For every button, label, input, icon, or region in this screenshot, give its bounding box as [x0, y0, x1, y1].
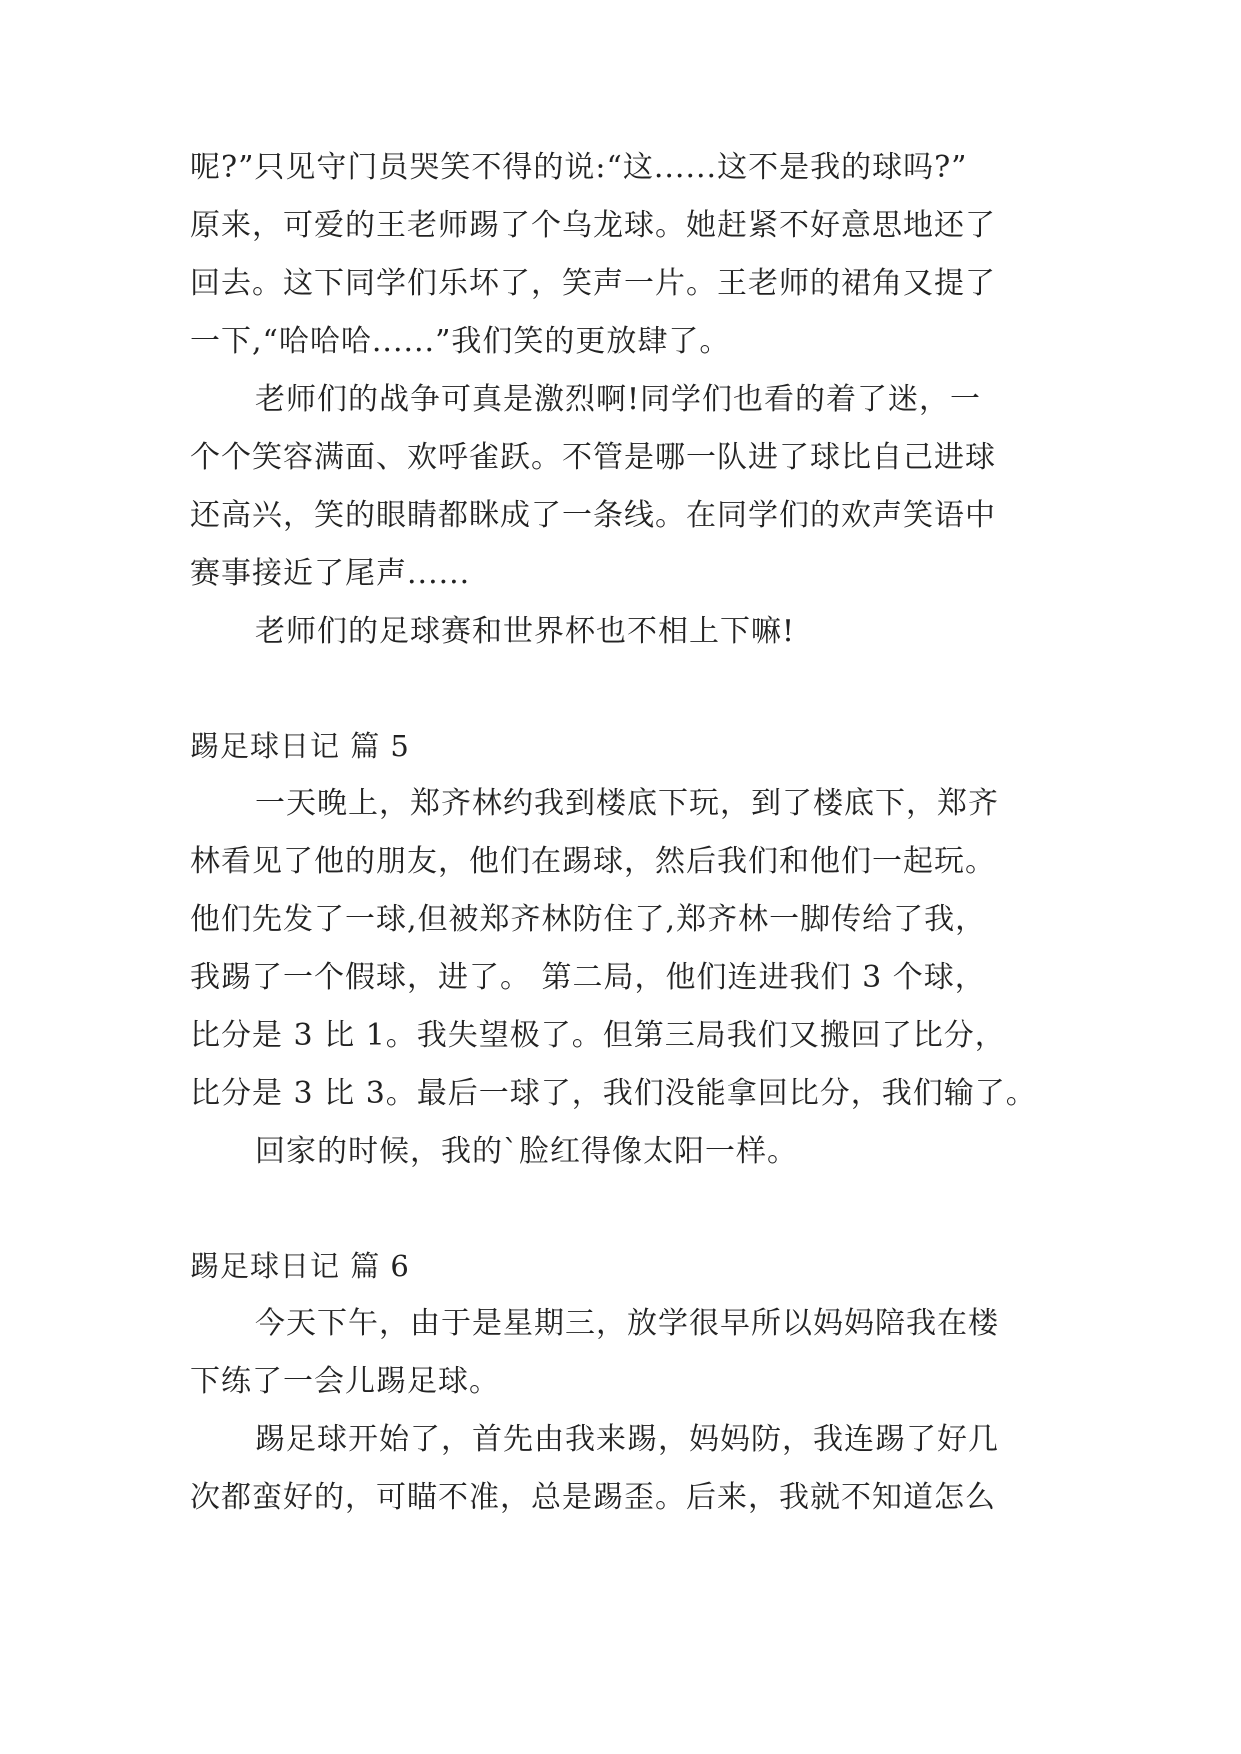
text-line: 老师们的足球赛和世界杯也不相上下嘛! — [255, 614, 796, 649]
text-line: 林看见了他的朋友，他们在踢球，然后我们和他们一起玩。 — [190, 844, 996, 879]
text-line: 老师们的战争可真是激烈啊!同学们也看的着了迷，一 — [255, 382, 982, 417]
section-heading: 踢足球日记 篇 6 — [190, 1249, 410, 1283]
text-line: 我踢了一个假球，进了。 第二局，他们连进我们 3 个球， — [190, 960, 986, 995]
text-line: 比分是 3 比 1。我失望极了。但第三局我们又搬回了比分， — [190, 1018, 1006, 1053]
text-line: 下练了一会儿踢足球。 — [190, 1364, 500, 1399]
text-line: 一下,“哈哈哈......”我们笑的更放肆了。 — [190, 324, 731, 359]
text-line: 回去。这下同学们乐坏了，笑声一片。王老师的裙角又提了 — [190, 266, 996, 301]
text-line: 一天晚上，郑齐林约我到楼底下玩，到了楼底下，郑齐 — [255, 786, 999, 821]
text-line: 回家的时候，我的`脸红得像太阳一样。 — [255, 1134, 798, 1169]
text-line: 赛事接近了尾声...... — [190, 556, 471, 591]
text-line: 次都蛮好的，可瞄不准，总是踢歪。后来，我就不知道怎么 — [190, 1480, 996, 1515]
text-line: 原来，可爱的王老师踢了个乌龙球。她赶紧不好意思地还了 — [190, 208, 996, 243]
text-line: 踢足球开始了，首先由我来踢，妈妈防，我连踢了好几 — [255, 1422, 999, 1457]
text-line: 呢?”只见守门员哭笑不得的说:“这......这不是我的球吗?” — [190, 150, 968, 185]
text-line: 比分是 3 比 3。最后一球了，我们没能拿回比分，我们输了。 — [190, 1076, 1037, 1111]
section-heading: 踢足球日记 篇 5 — [190, 729, 410, 763]
text-line: 今天下午，由于是星期三，放学很早所以妈妈陪我在楼 — [255, 1306, 999, 1341]
text-line: 还高兴，笑的眼睛都眯成了一条线。在同学们的欢声笑语中 — [190, 498, 996, 533]
text-line: 他们先发了一球,但被郑齐林防住了,郑齐林一脚传给了我， — [190, 902, 987, 937]
text-line: 个个笑容满面、欢呼雀跃。不管是哪一队进了球比自己进球 — [190, 440, 996, 475]
